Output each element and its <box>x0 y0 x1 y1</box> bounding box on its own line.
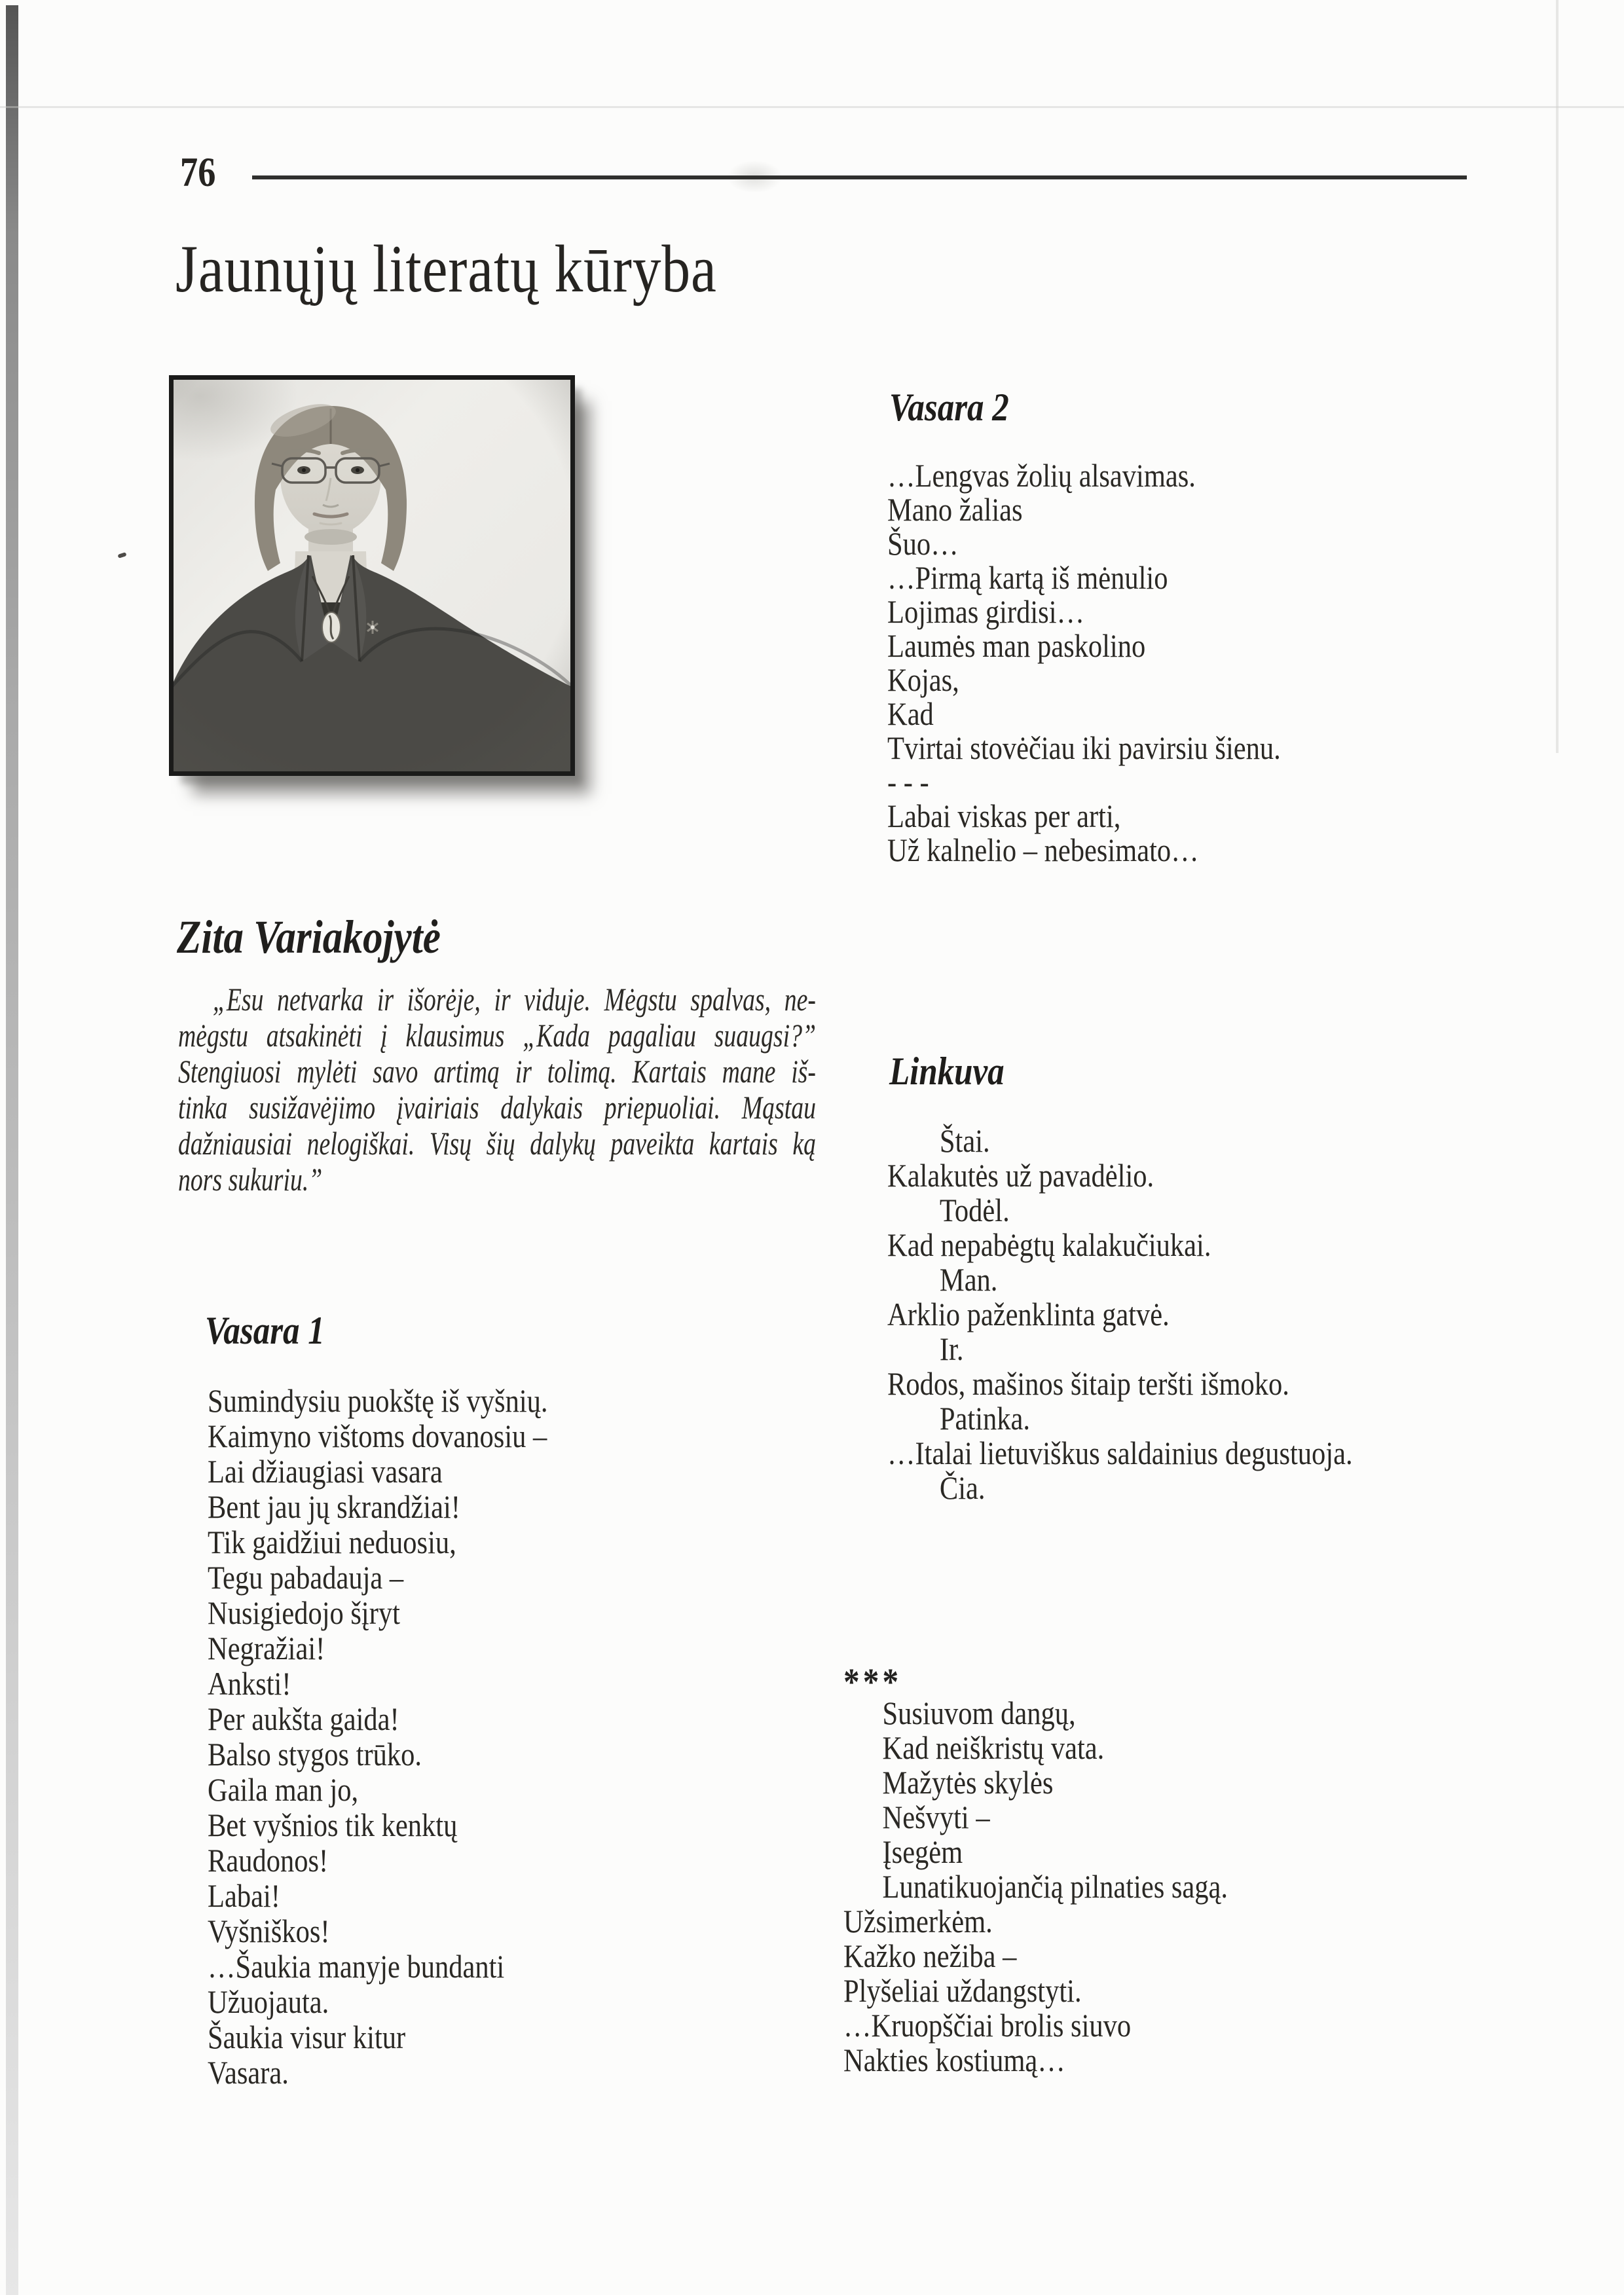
poem-line: Todėl. <box>939 1192 1010 1228</box>
poem-line: Nešvyti – <box>882 1799 990 1835</box>
poem-line: Patinka. <box>939 1400 1031 1437</box>
poem-line: Ir. <box>939 1331 964 1367</box>
poem-line: …Šaukia manyje bundanti <box>208 1948 505 1985</box>
poem-line: Užsimerkėm. <box>843 1903 993 1939</box>
poem-line: Čia. <box>939 1469 986 1506</box>
poem-line: Lunatikuojančią pilnaties sagą. <box>882 1868 1228 1905</box>
bio-line: Stengiuosi mylėti savo artimą ir tolimą. Kartais mane iš- <box>178 1053 816 1090</box>
poem-line: Bet vyšnios tik kenktų <box>208 1807 458 1843</box>
poem-line: Vyšniškos! <box>208 1913 330 1949</box>
bio-line: nors sukuriu.” <box>178 1161 323 1198</box>
poem-line: Užuojauta. <box>208 1983 329 2020</box>
poem-line: Kad neiškristų vata. <box>882 1729 1105 1766</box>
poem-line: …Lengvas žolių alsavimas. <box>887 457 1196 494</box>
poem-line: Vasara. <box>208 2054 289 2091</box>
bio-line: tinka susižavėjimo įvairiais dalykais priepuoliai. Mąstau <box>178 1089 816 1126</box>
poem-line: Nusigiedojo šįryt <box>208 1594 400 1631</box>
poem-title-stars: *** <box>843 1661 902 1703</box>
poem-line: Įsegėm <box>882 1833 963 1870</box>
portrait-illustration <box>174 380 570 771</box>
poem-line: Lai džiaugiasi vasara <box>208 1453 443 1490</box>
poem-line: Kalakutės už pavadėlio. <box>887 1157 1154 1194</box>
author-name: Zita Variakojytė <box>177 911 441 963</box>
poem-linkuva <box>887 1124 1353 1505</box>
poem-vasara-1 <box>208 1383 548 2090</box>
poem-line: Kažko nežiba – <box>843 1937 1017 1974</box>
poem-line: Negražiai! <box>208 1630 325 1666</box>
poem-line: Per aukšta gaida! <box>208 1700 399 1737</box>
poem-line: Susiuvom dangų, <box>882 1695 1076 1731</box>
poem-line: Tvirtai stovėčiau iki pavirsiu šienu. <box>887 729 1281 766</box>
poem-line: Štai. <box>939 1122 990 1159</box>
poem-line: Rodos, mašinos šitaip teršti išmoko. <box>887 1365 1289 1402</box>
scan-artifact-speck <box>117 552 126 559</box>
poem-line: Šuo… <box>887 525 959 562</box>
poem-line: …Kruopščiai brolis siuvo <box>843 2007 1132 2044</box>
bio-line: mėgstu atsakinėti į klausimus „Kada pagaliau suaugsi?” <box>178 1017 816 1054</box>
poem-line: Lojimas girdisi… <box>887 593 1085 630</box>
poem-line: Anksti! <box>208 1665 291 1702</box>
poem-line: Mažytės skylės <box>882 1764 1054 1801</box>
scan-artifact-edge <box>1556 0 1559 753</box>
poem-line: …Pirmą kartą iš mėnulio <box>887 559 1168 596</box>
poem-line: Man. <box>939 1261 998 1298</box>
poem-line: Tegu pabadauja – <box>208 1559 404 1596</box>
poem-line: Kaimyno vištoms dovanosiu – <box>208 1418 547 1454</box>
poem-line: Už kalnelio – nebesimato… <box>887 832 1199 868</box>
poem-line: Tik gaidžiui neduosiu, <box>208 1524 456 1560</box>
poem-line: Labai! <box>208 1877 280 1914</box>
bio-line: „Esu netvarka ir išorėje, ir viduje. Mėgstu spalvas, ne- <box>212 981 816 1018</box>
poem-line: Sumindysiu puokštę iš vyšnių. <box>208 1382 548 1419</box>
poem-title-linkuva: Linkuva <box>889 1050 1005 1093</box>
poem-line: Kad nepabėgtų kalakučiukai. <box>887 1226 1211 1263</box>
poem-vasara-2 <box>887 458 1281 867</box>
page-title: Jaunųjų literatų kūryba <box>175 232 717 306</box>
poem-line: Kojas, <box>887 661 959 698</box>
poem-separator: - - - <box>887 763 929 800</box>
poem-line: Balso stygos trūko. <box>208 1736 422 1772</box>
scan-edge-strip <box>6 5 18 2295</box>
poem-line: Labai viskas per arti, <box>887 798 1121 834</box>
poem-title-vasara-1: Vasara 1 <box>205 1309 325 1352</box>
scan-artifact-line <box>0 106 1624 108</box>
author-bio <box>178 982 816 1198</box>
poem-line: Arklio paženklinta gatvė. <box>887 1296 1170 1332</box>
poem-line: Šaukia visur kitur <box>208 2019 406 2055</box>
bio-line: dažniausiai nelogiškai. Visų šių dalykų paveikta kartais ką <box>178 1125 816 1162</box>
poem-line: Laumės man paskolino <box>887 627 1146 664</box>
page-number: 76 <box>180 149 216 195</box>
poem-line: Bent jau jų skrandžiai! <box>208 1488 460 1525</box>
poem-line: …Italai lietuviškus saldainius degustuoja. <box>887 1435 1353 1471</box>
poem-line: Kad <box>887 695 934 732</box>
header-rule <box>252 175 1467 179</box>
poem-title-vasara-2: Vasara 2 <box>889 386 1009 429</box>
poem-line: Plyšeliai uždangstyti. <box>843 1972 1082 2009</box>
poem-stars <box>843 1696 1228 2078</box>
poem-line: Raudonos! <box>208 1842 329 1879</box>
poem-line: Nakties kostiumą… <box>843 2042 1065 2078</box>
poem-line: Gaila man jo, <box>208 1771 359 1808</box>
poem-line: Mano žalias <box>887 491 1023 528</box>
author-photo <box>169 375 575 776</box>
